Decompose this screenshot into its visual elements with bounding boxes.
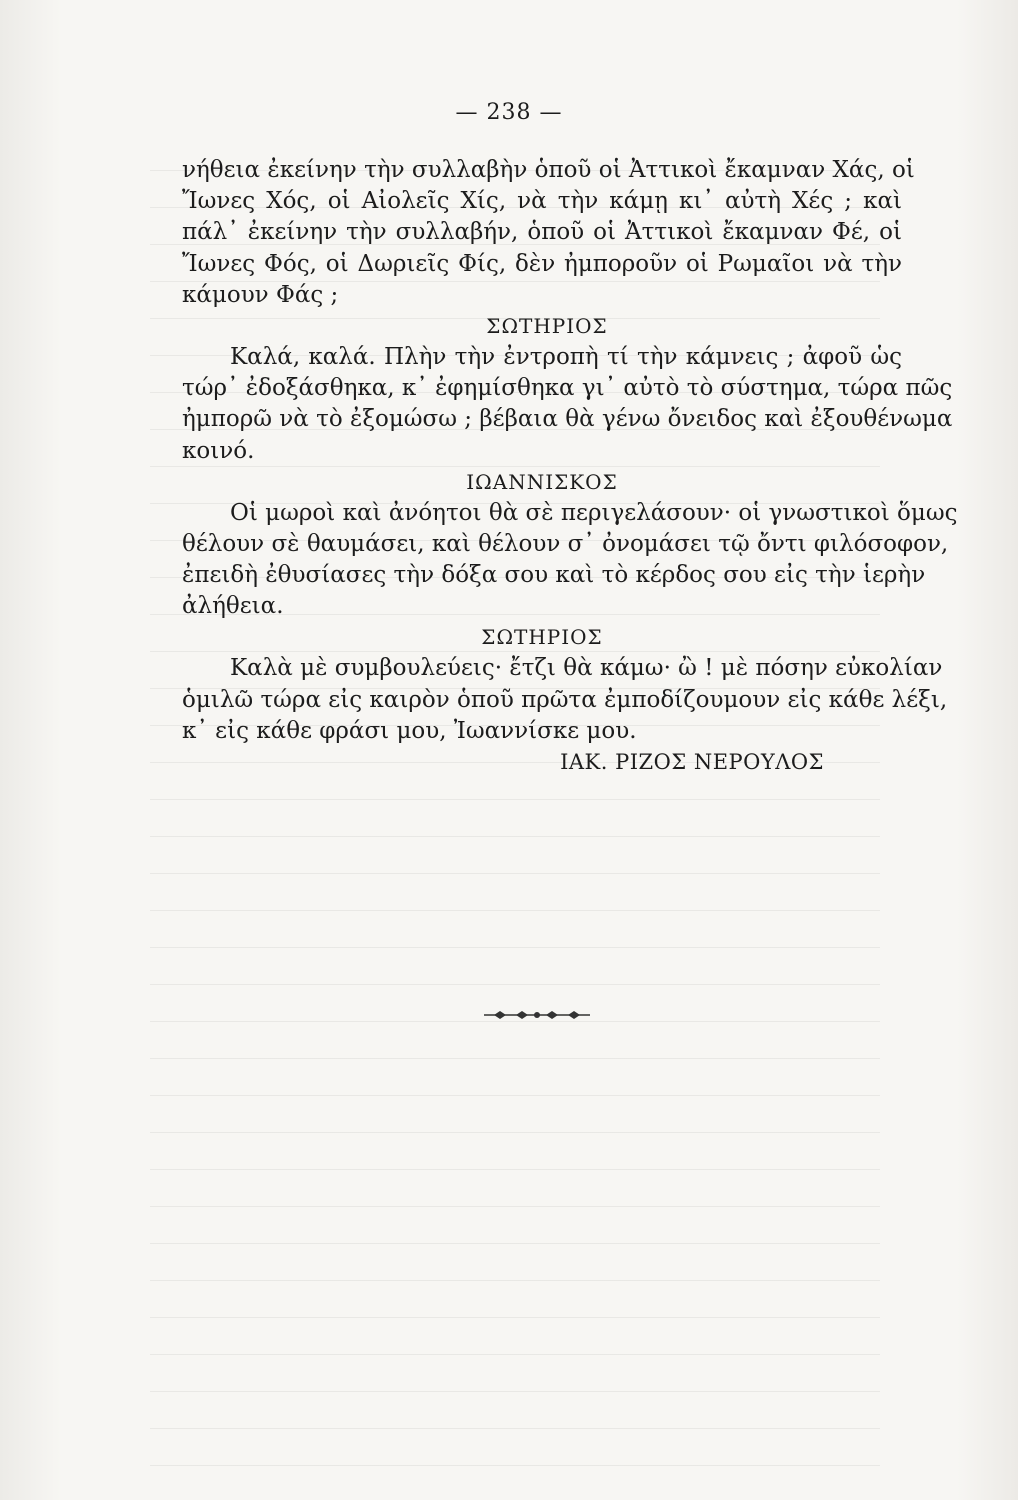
text-line: ὁμιλῶ τώρα εἰς καιρὸν ὁποῦ πρῶτα ἐμποδίζουμουν εἰς κάθε λέξι, [182, 686, 948, 713]
text-line: νήθεια ἐκείνην τὴν συλλαβὴν ὁποῦ οἱ Ἀττικοὶ ἔκαμναν Χάς, οἱ [182, 157, 915, 183]
text-line: Καλά, καλά. Πλὴν τὴν ἐντροπὴ τί τὴν κάμνεις ; ἀφοῦ ὡς [230, 343, 902, 370]
text-line: Ἴωνες Χός, οἱ Αἰολεῖς Χίς, νὰ τὴν κάμῃ κι᾽ αὐτὴ Χές ; καὶ [182, 188, 902, 215]
page-number: — 238 — [455, 100, 563, 125]
text-line: ἐπειδὴ ἐθυσίασες τὴν δόξα σου καὶ τὸ κέρδος σου εἰς τὴν ἱερὴν [182, 562, 926, 589]
text-line: κοινό. [182, 437, 255, 464]
author-signature: ΙΑΚ. ΡΙΖΟΣ ΝΕΡΟΥΛΟΣ [560, 750, 824, 774]
text-line: θέλουν σὲ θαυμάσει, καὶ θέλουν σ᾽ ὀνομάσει τῷ ὄντι φιλόσοφον, [182, 530, 949, 557]
page-body [182, 155, 958, 778]
decorative-rule-ornament-icon [482, 1008, 592, 1022]
text-line: πάλ᾽ ἐκείνην τὴν συλλαβήν, ὁποῦ οἱ Ἀττικοὶ ἔκαμναν Φέ, οἱ [182, 219, 902, 246]
text-line: Καλὰ μὲ συμβουλεύεις· ἔτζι θὰ κάμω· ὢ ! μὲ πόσην εὐκολίαν [230, 655, 943, 682]
text-line: ἀλήθεια. [182, 593, 284, 620]
speaker-heading: ΙΩΑΝΝΙΣΚΟΣ [466, 469, 618, 494]
speaker-heading: ΣΩΤΗΡΙΟΣ [481, 625, 603, 650]
text-line: Οἱ μωροὶ καὶ ἀνόητοι θὰ σὲ περιγελάσουν· οἱ γνωστικοὶ ὅμως [230, 499, 958, 526]
text-line: ἠμπορῶ νὰ τὸ ἐξομώσω ; βέβαια θὰ γένω ὄνειδος καὶ ἐξουθένωμα [182, 406, 953, 433]
text-line: τώρ᾽ ἐδοξάσθηκα, κ᾽ ἐφημίσθηκα γι᾽ αὐτὸ τὸ σύστημα, τώρα πῶς [182, 375, 953, 402]
text-line: κ᾽ εἰς κάθε φράσι μου, Ἰωαννίσκε μου. [182, 717, 637, 744]
text-line: Ἴωνες Φός, οἱ Δωριεῖς Φίς, δὲν ἠμποροῦν οἱ Ρωμαῖοι νὰ τὴν [182, 250, 902, 277]
text-line: κάμουν Φάς ; [182, 281, 339, 308]
speaker-heading: ΣΩΤΗΡΙΟΣ [486, 313, 608, 338]
